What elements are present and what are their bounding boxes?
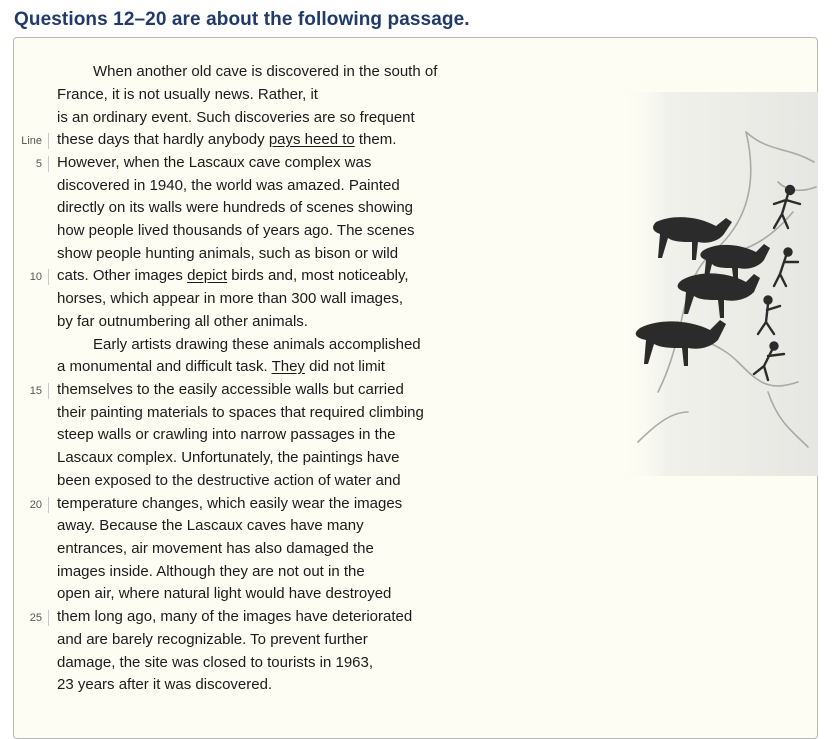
passage-line-26: and are barely recognizable. To prevent further: [57, 631, 368, 648]
passage-line-8: how people lived thousands of years ago. The scenes: [57, 222, 415, 239]
text: birds and, most noticeably,: [227, 267, 409, 284]
passage-line-27: damage, the site was closed to tourists in 1963,: [57, 654, 374, 671]
passage-line-17: steep walls or crawling into narrow passages in the: [57, 426, 396, 443]
text: them.: [354, 131, 397, 148]
text: cats. Other images: [57, 267, 188, 284]
cave-painting-illustration: [618, 92, 818, 476]
passage-line-11: horses, which appear in more than 300 wall images,: [57, 290, 404, 307]
passage-line-19: been exposed to the destructive action of water and: [57, 472, 401, 489]
line-number-5: 5: [35, 158, 42, 170]
passage-line-9: show people hunting animals, such as bison or wild: [57, 245, 399, 262]
underlined-word: They: [271, 358, 305, 375]
line-separator: [48, 156, 49, 172]
passage-line-21: away. Because the Lascaux caves have many: [57, 517, 364, 534]
passage-line-18: Lascaux complex. Unfortunately, the paintings have: [57, 449, 400, 466]
line-label: Line: [21, 135, 42, 147]
line-separator: [48, 133, 49, 149]
line-number-15: 15: [29, 385, 42, 397]
passage-line-23: images inside. Although they are not out in the: [57, 563, 365, 580]
underlined-phrase: pays heed to: [268, 131, 355, 148]
passage-line-12: by far outnumbering all other animals.: [57, 313, 308, 330]
line-number-20: 20: [29, 499, 42, 511]
line-separator: [48, 610, 49, 626]
passage-line-16: their painting materials to spaces that required climbing: [57, 404, 424, 421]
passage-line-6: discovered in 1940, the world was amazed. Painted: [57, 177, 400, 194]
text: these days that hardly anybody: [57, 131, 269, 148]
text: a monumental and difficult task.: [57, 358, 272, 375]
line-separator: [48, 269, 49, 285]
passage-line-13: Early artists drawing these animals accomplished: [93, 336, 421, 353]
passage-line-1: When another old cave is discovered in the south of: [93, 63, 438, 80]
passage-line-2: France, it is not usually news. Rather, it: [57, 86, 318, 103]
line-separator: [48, 383, 49, 399]
passage-line-25: them long ago, many of the images have deteriorated: [57, 608, 413, 625]
line-number-10: 10: [29, 271, 42, 283]
passage-line-22: entrances, air movement has also damaged the: [57, 540, 374, 557]
passage-line-15: themselves to the easily accessible walls but carried: [57, 381, 404, 398]
passage-line-4: [57, 129, 396, 151]
passage-line-20: temperature changes, which easily wear the images: [57, 495, 403, 512]
text: did not limit: [304, 358, 385, 375]
passage-line-24: open air, where natural light would have destroyed: [57, 585, 392, 602]
passage-line-28: 23 years after it was discovered.: [57, 676, 273, 693]
passage-line-14: [57, 356, 385, 378]
passage-line-10: [57, 265, 409, 287]
passage-line-5: However, when the Lascaux cave complex was: [57, 154, 372, 171]
passage-line-7: directly on its walls were hundreds of scenes showing: [57, 199, 414, 216]
passage-line-3: is an ordinary event. Such discoveries are so frequent: [57, 109, 415, 126]
line-number-25: 25: [29, 612, 42, 624]
underlined-word: depict: [187, 267, 228, 284]
passage-heading: Questions 12–20 are about the following passage.: [14, 9, 470, 30]
line-separator: [48, 497, 49, 513]
